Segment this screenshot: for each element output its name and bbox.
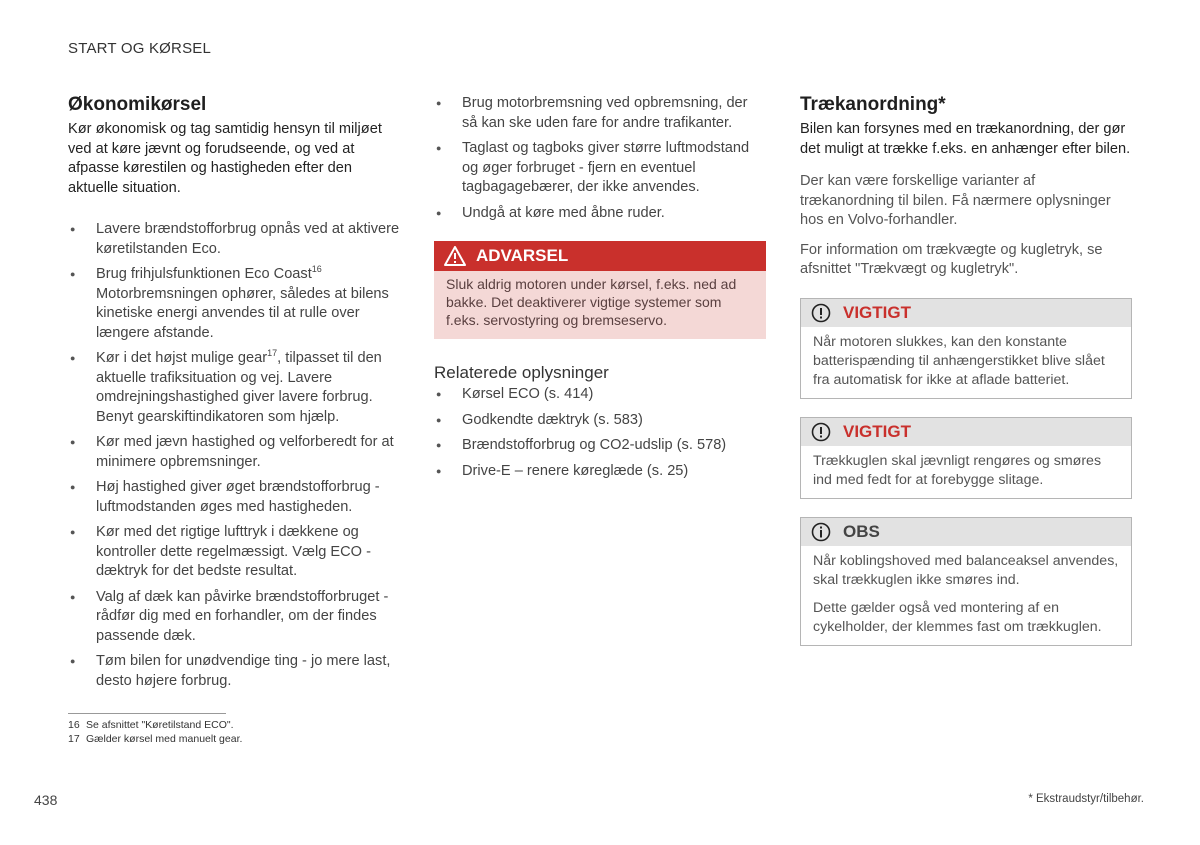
related-link[interactable]: ● Brændstofforbrug og CO2-udslip (s. 578) [434,436,766,456]
footnote: 17 Gælder kørsel med manuelt gear. [68,733,243,745]
eco-driving-list [68,220,403,691]
important-text: Trækkuglen skal jævnligt rengøres og smøres ind med fedt for at forebygge slitage. [813,452,1102,488]
list-item: ● Valg af dæk kan påvirke brændstofforbruget - rådfør dig med en forhandler, om der findes passende dæk. [68,588,403,647]
list-item: ● Tøm bilen for unødvendige ting - jo mere last, desto højere forbrug. [68,652,403,691]
note-box [800,517,1132,646]
related-info [434,363,766,481]
note-text: Dette gælder også ved montering af en cykelholder, der klemmes fast om trækkuglen. [813,599,1102,635]
important-box-1 [800,298,1132,399]
list-item: ● Kør i det højst mulige gear$^{17}$, tilpasset til den aktuelle trafiksituation og vej. Lavere omdrejningshastighed giver lavere forbrug. Benyt gearskiftindikatoren som hjælp. [68,349,403,427]
warning-label: ADVARSEL [476,246,569,265]
related-info-title: Relaterede oplysninger [434,363,609,382]
important-label: VIGTIGT [843,302,911,322]
towbar-variants-text: Der kan være forskellige varianter af trækanordning til bilen. Få nærmere oplysninger hos en Volvo-forhandler. [800,173,1111,228]
section-header: START OG KØRSEL [68,40,212,57]
section-title-eco-driving: Økonomikørsel [68,94,207,115]
eco-driving-list-continued [434,94,766,223]
warning-box [434,241,766,339]
warning-text: Sluk aldrig motoren under kørsel, f.eks. ned ad bakke. Det deaktiverer vigtige systemer som f.eks. servostyring og bremseservo. [446,276,737,328]
list-item: ● Undgå at køre med åbne ruder. [434,204,766,224]
footnote: 16 Se afsnittet "Køretilstand ECO". [68,719,234,731]
related-link[interactable]: ● Godkendte dæktryk (s. 583) [434,411,766,431]
related-link[interactable]: ● Drive-E – renere køreglæde (s. 25) [434,462,766,482]
footnote-ref[interactable]: 17 [267,348,278,359]
warning-header [434,241,766,271]
related-link[interactable]: ● Kørsel ECO (s. 414) [434,385,766,405]
list-item: ● Brug motorbremsning ved opbremsning, der så kan ske uden fare for andre trafikanter. [434,94,766,133]
exclamation-circle-icon [811,303,831,323]
warning-triangle-icon [444,246,466,266]
column-continued [434,94,766,487]
footnote-divider [68,713,226,714]
page-number: 438 [34,792,58,808]
note-label: OBS [843,521,880,541]
column-towbar [800,94,1132,646]
info-circle-icon [811,522,831,542]
footnote-ref[interactable]: 16 [311,264,322,275]
exclamation-circle-icon [811,422,831,442]
list-item: ● Lavere brændstofforbrug opnås ved at aktivere køretilstanden Eco. [68,220,403,259]
important-label: VIGTIGT [843,421,911,441]
list-item: ● Kør med jævn hastighed og velforberedt for at minimere opbremsninger. [68,433,403,472]
list-item: ● Kør med det rigtige lufttryk i dækkene og kontroller dette regelmæssigt. Vælg ECO -dæktryk for det bedste resultat. [68,523,403,582]
important-text: Når motoren slukkes, kan den konstante batterispænding til anhængerstikket blive slået fra automatisk for ikke at aflade batteriet. [813,333,1105,388]
towbar-intro: Bilen kan forsynes med en trækanordning, der gør det muligt at trække f.eks. en anhænger efter bilen. [800,121,1131,157]
footnotes [68,718,242,746]
accessory-footnote: * Ekstraudstyr/tilbehør. [1028,793,1144,805]
important-box-2 [800,417,1132,499]
list-item: ● Brug frihjulsfunktionen Eco Coast$^{16}$ Motorbremsningen ophører, således at bilens kinetiske energi anvendes til at rulle over længere afstande. [68,265,403,343]
towbar-weights-text: For information om trækvægte og kugletryk, se afsnittet "Trækvægt og kugletryk". [800,241,1103,277]
eco-driving-intro: Kør økonomisk og tag samtidig hensyn til miljøet ved at køre jævnt og forudseende, og ved at afpasse kørestilen og hastigheden efter den aktuelle situation. [68,121,382,196]
list-item: ● Taglast og tagboks giver større luftmodstand og øger forbruget - fjern en eventuel tagbagagebærer, der ikke anvendes. [434,139,766,198]
list-item: ● Høj hastighed giver øget brændstofforbrug - luftmodstanden øges med hastigheden. [68,478,403,517]
note-text: Når koblingshoved med balanceaksel anvendes, skal trækkuglen ikke smøres ind. [813,552,1119,588]
column-eco-driving [68,94,403,697]
section-title-towbar: Trækanordning* [800,94,946,115]
